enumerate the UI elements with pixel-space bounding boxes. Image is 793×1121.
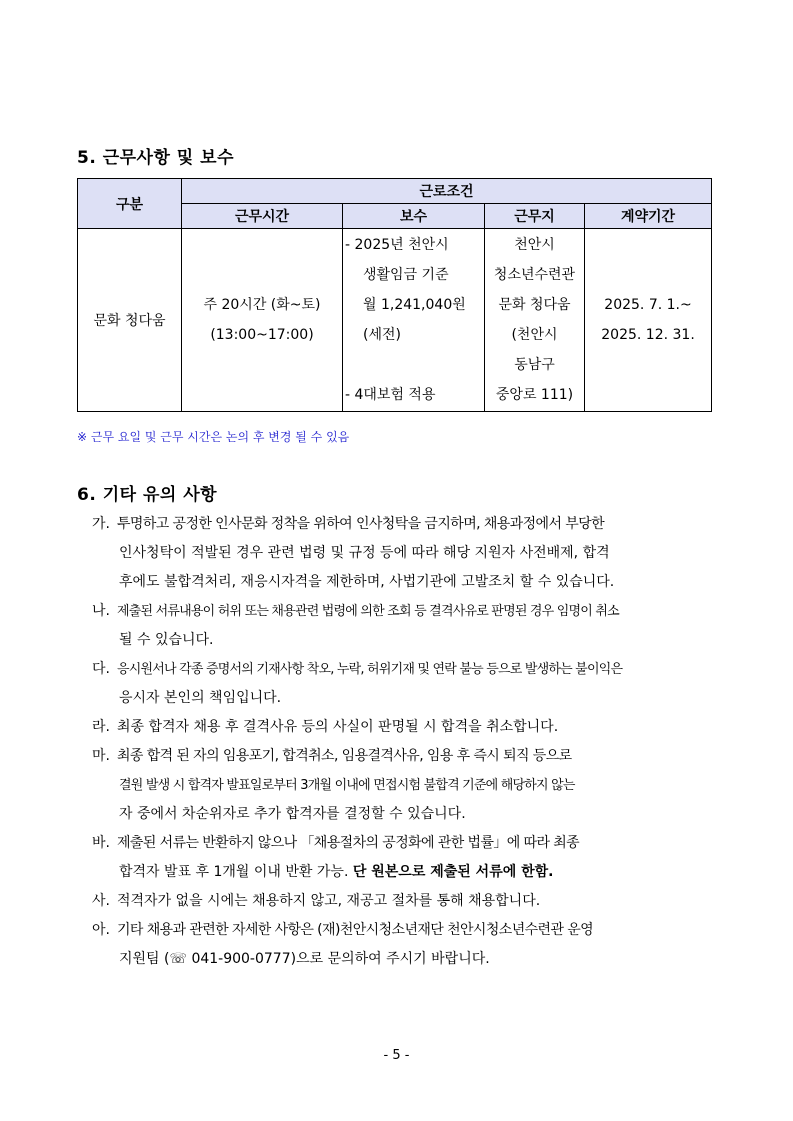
item-label: 라. (92, 719, 110, 735)
pay-line: (세전) (363, 327, 401, 343)
cell-pay (343, 229, 485, 412)
item-label: 바. (92, 835, 110, 851)
list-item (92, 887, 722, 916)
item-line: 적격자가 없을 시에는 채용하지 않고, 재공고 절차를 통해 채용합니다. (117, 893, 541, 909)
list-item (92, 742, 722, 829)
pay-line: 월 1,241,040원 (363, 297, 466, 313)
item-line (117, 858, 722, 887)
item-label: 다. (92, 661, 110, 677)
header-period: 계약기간 (585, 204, 712, 229)
cell-division: 문화 청다움 (78, 229, 182, 412)
pay-line: - 2025년 천안시 (345, 237, 449, 253)
header-hours: 근무시간 (182, 204, 343, 229)
cell-location (485, 229, 585, 412)
location-line: 동남구 (514, 357, 555, 373)
item-line-bold: 단 원본으로 제출된 서류에 한함. (352, 864, 554, 880)
section-6-title: 6. 기타 유의 사항 (77, 485, 218, 505)
item-label: 사. (92, 893, 110, 909)
list-item (92, 655, 722, 713)
item-line: 후에도 불합격처리, 재응시자격을 제한하며, 사법기관에 고발조치 할 수 있습니다. (119, 574, 615, 590)
item-label: 가. (92, 516, 110, 532)
item-line: 인사청탁이 적발된 경우 관련 법령 및 규정 등에 따라 해당 지원자 사전배제, 합격 (119, 545, 610, 561)
item-line: 결원 발생 시 합격자 발표일로부터 3개월 이내에 면접시험 불합격 기준에 해당하지 않는 (119, 778, 575, 793)
item-label: 나. (92, 603, 110, 619)
header-pay: 보수 (343, 204, 485, 229)
item-line: 자 중에서 차순위자로 추가 합격자를 결정할 수 있습니다. (119, 806, 466, 822)
item-line: 제출된 서류내용이 허위 또는 채용관련 법령에 의한 조회 등 결격사유로 판명된 경우 임명이 취소 (117, 604, 619, 619)
location-line: 중앙로 111) (495, 387, 574, 403)
item-line: 기타 채용과 관련한 자세한 사항은 (재)천안시청소년재단 천안시청소년수련관 운영 (117, 922, 594, 938)
schedule-note: ※ 근무 요일 및 근무 시간은 논의 후 변경 될 수 있음 (77, 430, 350, 444)
pay-line: 생활임금 기준 (363, 267, 449, 283)
item-line: 될 수 있습니다. (119, 632, 214, 648)
work-conditions-table (77, 178, 712, 412)
item-line: 최종 합격 된 자의 임용포기, 합격취소, 임용결격사유, 임용 후 즉시 퇴직 등으로 (117, 748, 572, 764)
item-label: 아. (92, 922, 110, 938)
pay-line: - 4대보험 적용 (345, 387, 436, 403)
location-line: 청소년수련관 (493, 267, 576, 283)
header-conditions: 근로조건 (182, 179, 712, 204)
hours-line: 주 20시간 (화~토) (203, 297, 321, 313)
header-location: 근무지 (485, 204, 585, 229)
item-label: 마. (92, 748, 110, 764)
item-line: 제출된 서류는 반환하지 않으나 「채용절차의 공정화에 관한 법률」에 따라 최종 (117, 835, 580, 851)
item-line: 최종 합격자 채용 후 결격사유 등의 사실이 판명될 시 합격을 취소합니다. (117, 719, 559, 735)
item-line: 응시자 본인의 책임입니다. (119, 690, 282, 706)
item-line: 투명하고 공정한 인사문화 정착을 위하여 인사청탁을 금지하며, 채용과정에서 부당한 (117, 516, 604, 532)
item-line-plain: 합격자 발표 후 1개월 이내 반환 가능. (119, 864, 353, 880)
list-item (92, 713, 722, 742)
location-line: (천안시 (511, 327, 558, 343)
list-item (92, 829, 722, 887)
list-item (92, 597, 722, 655)
list-item (92, 510, 722, 597)
list-item (92, 916, 722, 974)
header-division: 구분 (78, 179, 182, 229)
period-line: 2025. 12. 31. (601, 327, 695, 343)
section-5-title: 5. 근무사항 및 보수 (77, 148, 234, 168)
hours-line: (13:00~17:00) (210, 327, 314, 343)
item-line: 응시원서나 각종 증명서의 기재사항 착오, 누락, 허위기재 및 연락 불능 등으로 발생하는 불이익은 (117, 662, 623, 677)
item-line: 지원팀 (☏ 041-900-0777)으로 문의하여 주시기 바랍니다. (119, 951, 490, 967)
page-number: - 5 - (383, 1048, 410, 1063)
location-line: 문화 청다움 (498, 297, 571, 313)
location-line: 천안시 (514, 237, 555, 253)
notice-list (92, 510, 722, 974)
pay-line (345, 350, 484, 380)
cell-hours (182, 229, 343, 412)
cell-period (585, 229, 712, 412)
period-line: 2025. 7. 1.~ (604, 297, 692, 313)
